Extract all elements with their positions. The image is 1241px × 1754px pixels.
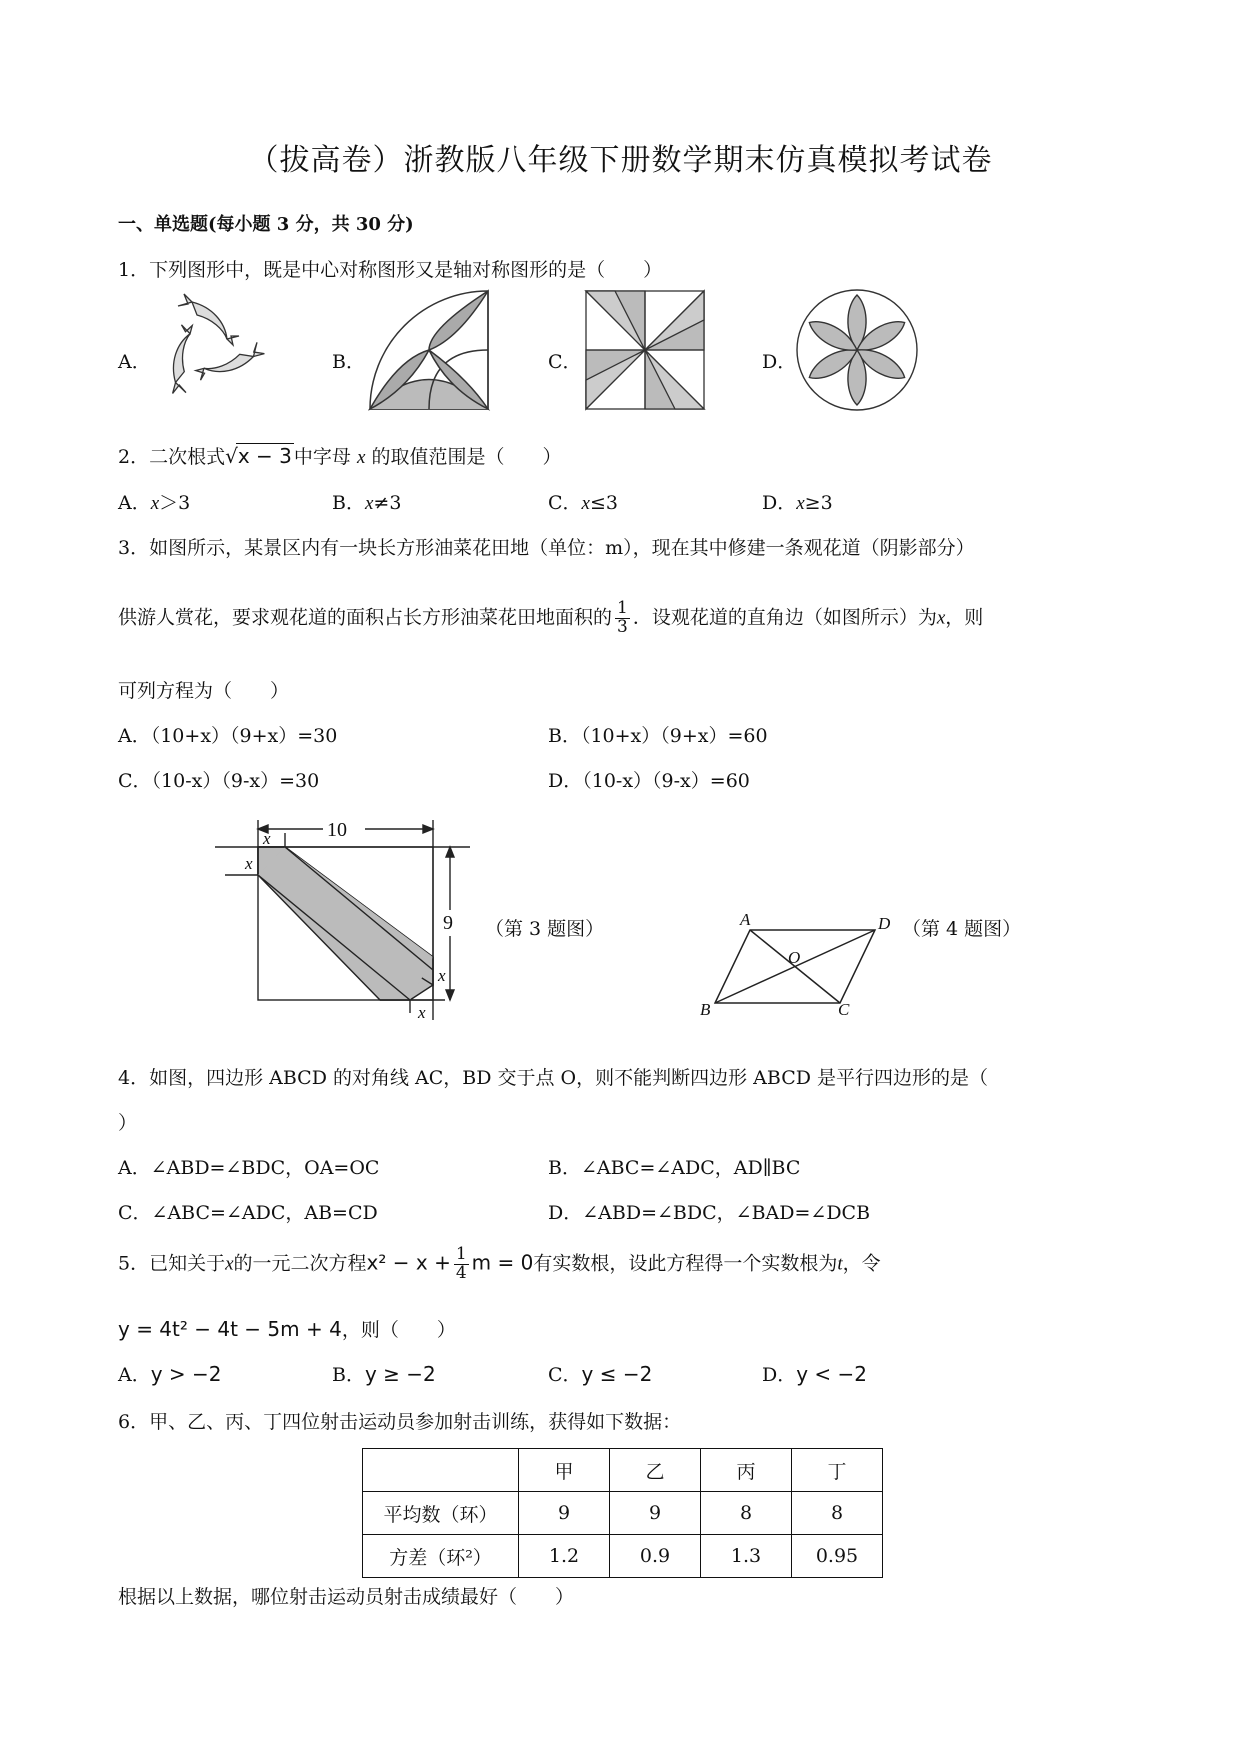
q1-option-d-label: D． bbox=[762, 351, 797, 373]
question-6-stem: 6．甲、乙、丙、丁四位射击运动员参加射击训练，获得如下数据： bbox=[118, 1411, 682, 1433]
q1-option-c-label: C． bbox=[548, 351, 582, 373]
fig3-x-label-left: x bbox=[245, 854, 253, 873]
section-heading: 一、单选题(每小题 3 分，共 30 分) bbox=[118, 214, 414, 235]
page-title: （拔高卷）浙教版八年级下册数学期末仿真模拟考试卷 bbox=[248, 143, 993, 178]
table-cell: 1.3 bbox=[701, 1535, 792, 1578]
radicand: x − 3 bbox=[237, 444, 292, 468]
figure-3-diagram bbox=[205, 815, 495, 1025]
table-cell: 方差（环²） bbox=[363, 1535, 519, 1578]
question-5-line1: 5．已知关于x的一元二次方程x² − x + $\frac{1}{4}$ m = 0有实数根，设此方程得一个实数根为t，令 bbox=[118, 1244, 881, 1283]
table-header-row bbox=[363, 1449, 883, 1492]
q5-option-c: C．y ≤ −2 bbox=[548, 1362, 653, 1386]
table-cell bbox=[363, 1449, 519, 1492]
fig3-width-label: 10 bbox=[327, 819, 347, 841]
q2-stem-part2: 中字母 bbox=[293, 446, 351, 468]
q4-option-b: B．∠ABC=∠ADC，AD∥BC bbox=[548, 1157, 801, 1179]
figure-4-diagram bbox=[700, 910, 900, 1019]
question-4-line2: ） bbox=[118, 1112, 138, 1134]
q5-equation-left: x² − x + bbox=[366, 1250, 451, 1275]
table-cell: 0.9 bbox=[610, 1535, 701, 1578]
fig3-height-label: 9 bbox=[443, 912, 453, 934]
fig4-label-d: D bbox=[878, 914, 891, 933]
table-row bbox=[363, 1492, 883, 1535]
shooting-data-table bbox=[362, 1448, 883, 1578]
q1-option-b-label: B． bbox=[332, 351, 365, 373]
fig4-label-a: A bbox=[740, 910, 751, 929]
q5-equation-right: m = 0 bbox=[471, 1250, 534, 1275]
fraction-one-quarter: $\frac{1}{4}$ bbox=[455, 1244, 467, 1283]
sqrt-expression: √x − 3 bbox=[225, 444, 292, 468]
q4-option-d: D．∠ABD=∠BDC，∠BAD=∠DCB bbox=[548, 1202, 871, 1224]
table-cell: 平均数（环） bbox=[363, 1492, 519, 1535]
question-4-line1: 4．如图，四边形 ABCD 的对角线 AC，BD 交于点 O，则不能判断四边形 ABCD 是平行四边形的是（ bbox=[118, 1067, 989, 1089]
table-cell: 9 bbox=[519, 1492, 610, 1535]
table-cell: 8 bbox=[701, 1492, 792, 1535]
q3-option-a: A．（10+x）（9+x）=30 bbox=[118, 725, 338, 747]
table-cell: 8 bbox=[792, 1492, 883, 1535]
figure-3-caption: （第 3 题图） bbox=[485, 918, 605, 940]
q2-option-d: D．x≥3 bbox=[762, 492, 833, 514]
question-1-stem: 1．下列图形中，既是中心对称图形又是轴对称图形的是（ ） bbox=[118, 259, 663, 281]
question-3-line2: 供游人赏花，要求观花道的面积占长方形油菜花田地面积的 $\frac{1}{3}$ ．设观花道的直角边（如图所示）为x，则 bbox=[118, 598, 984, 637]
q5-option-a: A．y > −2 bbox=[118, 1362, 222, 1386]
pinwheel-figure bbox=[585, 290, 705, 410]
q2-option-b: B．x≠3 bbox=[332, 492, 402, 514]
q5-y-equation: y = 4t² − 4t − 5m + 4 bbox=[118, 1317, 342, 1341]
question-6-prompt: 根据以上数据，哪位射击运动员射击成绩最好（ ） bbox=[118, 1586, 575, 1608]
table-cell: 0.95 bbox=[792, 1535, 883, 1578]
fig3-x-label-top: x bbox=[263, 829, 271, 848]
q2-option-c: C．x≤3 bbox=[548, 492, 618, 514]
fig4-label-c: C bbox=[838, 1000, 850, 1019]
q5-option-d: D．y < −2 bbox=[762, 1362, 868, 1386]
q2-stem-part1: 2．二次根式 bbox=[118, 446, 226, 468]
fig3-x-label-bottom: x bbox=[418, 1003, 426, 1022]
flower-circle-figure bbox=[795, 288, 919, 412]
figure-4-caption: （第 4 题图） bbox=[902, 918, 1022, 940]
q5-option-b: B．y ≥ −2 bbox=[332, 1362, 436, 1386]
table-cell: 1.2 bbox=[519, 1535, 610, 1578]
table-cell: 丁 bbox=[792, 1449, 883, 1492]
question-5-line2: y = 4t² − 4t − 5m + 4，则（ ） bbox=[118, 1317, 456, 1341]
fraction-one-third: $\frac{1}{3}$ bbox=[617, 598, 628, 637]
table-cell: 丙 bbox=[701, 1449, 792, 1492]
q2-variable: x bbox=[356, 447, 366, 468]
q4-option-c: C．∠ABC=∠ADC，AB=CD bbox=[118, 1202, 378, 1224]
question-2-stem bbox=[118, 442, 561, 469]
q3-option-d: D．（10-x）（9-x）=60 bbox=[548, 770, 750, 792]
q3-option-c: C．（10-x）（9-x）=30 bbox=[118, 770, 320, 792]
table-cell: 9 bbox=[610, 1492, 701, 1535]
q2-option-a: A．x＞3 bbox=[118, 492, 191, 514]
dolphins-figure bbox=[150, 290, 265, 405]
fig3-x-label-right: x bbox=[438, 966, 446, 985]
fig4-label-b: B bbox=[700, 1000, 711, 1019]
q1-option-a-label: A． bbox=[118, 351, 151, 373]
q4-option-a: A．∠ABD=∠BDC，OA=OC bbox=[118, 1157, 380, 1179]
table-row bbox=[363, 1535, 883, 1578]
fig4-label-o: O bbox=[788, 948, 801, 967]
table-cell: 乙 bbox=[610, 1449, 701, 1492]
question-3-line3: 可列方程为（ ） bbox=[118, 680, 290, 702]
table-cell: 甲 bbox=[519, 1449, 610, 1492]
q2-stem-part3: 的取值范围是（ ） bbox=[371, 446, 562, 468]
q3-option-b: B．（10+x）（9+x）=60 bbox=[548, 725, 768, 747]
question-3-line1: 3．如图所示，某景区内有一块长方形油菜花田地（单位：m），现在其中修建一条观花道（阴影部分） bbox=[118, 537, 975, 559]
leaf-triangle-figure bbox=[368, 289, 493, 411]
